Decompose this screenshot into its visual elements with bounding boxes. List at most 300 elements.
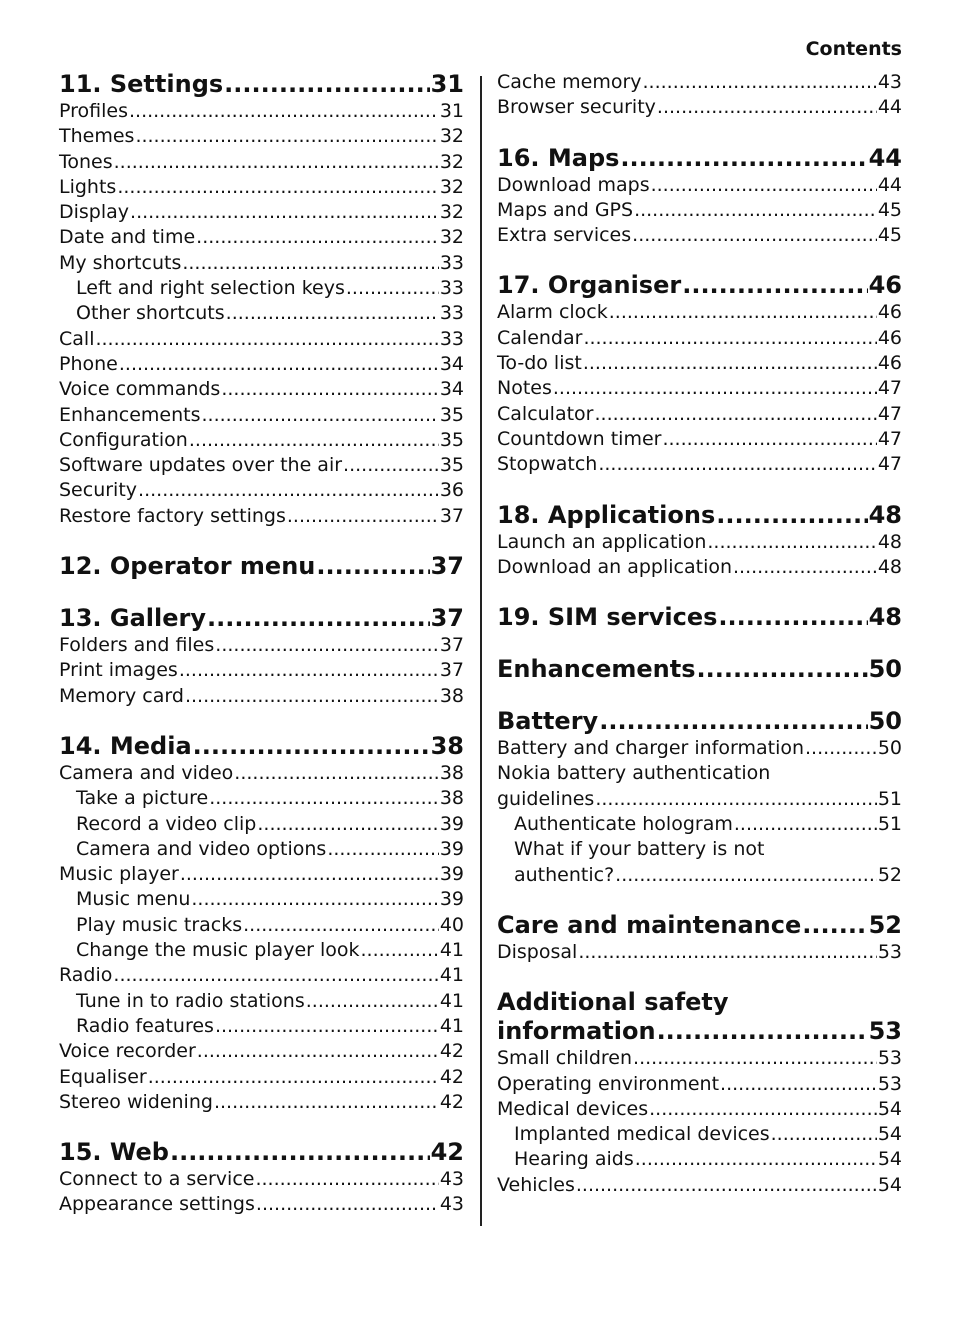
toc-entry[interactable] [59, 478, 464, 503]
column-divider [480, 76, 482, 1226]
dot-leader [224, 70, 429, 99]
dot-leader [346, 276, 439, 301]
section-heading[interactable] [497, 911, 902, 940]
toc-entry-text: Software updates over the air [59, 454, 343, 477]
toc-entry-text: Medical devices [497, 1097, 649, 1120]
toc-entry-page: 37 [439, 634, 464, 657]
toc-subentry[interactable] [497, 1147, 902, 1172]
toc-entry-page: 53 [877, 1072, 902, 1095]
dot-leader [634, 198, 877, 223]
dot-leader [651, 173, 877, 198]
section-heading-text: 13. Gallery [59, 604, 206, 633]
toc-entry[interactable] [497, 530, 902, 555]
toc-entry[interactable] [59, 124, 464, 149]
toc-entry-text: Profiles [59, 100, 128, 122]
toc-entry[interactable] [497, 555, 902, 580]
section-gap [497, 684, 902, 707]
section-heading[interactable] [497, 144, 902, 173]
dot-leader [771, 1122, 877, 1147]
dot-leader [576, 1173, 877, 1198]
toc-entry-page: 35 [439, 428, 464, 451]
toc-subentry[interactable] [59, 989, 464, 1014]
toc-entry-page: 32 [439, 201, 464, 224]
dot-leader [114, 150, 439, 175]
toc-entry-text: Countdown timer [497, 427, 662, 450]
dot-leader [609, 300, 877, 325]
dot-leader [189, 428, 439, 453]
toc-entry[interactable] [497, 1097, 902, 1122]
dot-leader [193, 732, 430, 761]
toc-entry-page: 39 [439, 837, 464, 860]
section-heading-page: 50 [868, 655, 902, 684]
section-heading[interactable] [497, 988, 902, 1046]
dot-leader [643, 70, 877, 95]
toc-entry-page: 34 [439, 352, 464, 375]
toc-entry[interactable] [59, 1039, 464, 1064]
toc-entry-page: 53 [877, 940, 902, 963]
dot-leader [682, 271, 867, 300]
toc-entry-text: Download an application [497, 555, 733, 578]
section-heading[interactable] [497, 271, 902, 300]
toc-subentry[interactable] [59, 276, 464, 301]
toc-section [59, 552, 464, 581]
toc-entry-text: Calculator [497, 402, 594, 425]
toc-entry-text: Disposal [497, 940, 578, 963]
toc-entry-page: 32 [439, 125, 464, 148]
section-heading-text: Battery [497, 707, 599, 736]
toc-entry[interactable] [59, 175, 464, 200]
toc-entry[interactable] [497, 351, 902, 376]
toc-entry-text: To-do list [497, 352, 582, 375]
dot-leader [215, 1014, 439, 1039]
toc-entry[interactable] [497, 1046, 902, 1071]
section-heading[interactable] [497, 501, 902, 530]
toc-entry-page: 41 [439, 964, 464, 987]
dot-leader [257, 812, 438, 837]
section-heading-page: 31 [430, 70, 464, 98]
toc-entry-text: Cache memory [497, 71, 642, 93]
dot-leader [287, 504, 439, 529]
toc-section [59, 70, 464, 529]
dot-leader [130, 200, 439, 225]
dot-leader [243, 913, 439, 938]
section-heading-page: 44 [868, 143, 902, 172]
toc-entry-text: Music player [59, 863, 179, 886]
dot-leader [256, 1192, 439, 1217]
toc-entry-text: Vehicles [497, 1173, 575, 1196]
dot-leader [578, 940, 876, 965]
page-header-title: Contents [805, 38, 902, 60]
toc-subentry[interactable] [59, 913, 464, 938]
dot-leader [553, 376, 877, 401]
toc-subentry[interactable] [59, 812, 464, 837]
toc-entry[interactable] [497, 70, 902, 95]
toc-entry[interactable] [59, 504, 464, 529]
section-gap [497, 580, 902, 603]
toc-entry[interactable] [59, 251, 464, 276]
dot-leader [117, 175, 438, 200]
toc-entry-text: Nokia battery authentication [497, 762, 771, 785]
toc-entry-page: 44 [877, 173, 902, 196]
toc-entry[interactable] [59, 1167, 464, 1192]
dot-leader [599, 707, 867, 736]
toc-entry-text: Print images [59, 659, 178, 682]
toc-entry[interactable] [59, 99, 464, 124]
toc-entry-text: Memory card [59, 684, 184, 707]
toc-entry-text: Extra services [497, 224, 632, 247]
dot-leader [805, 736, 877, 761]
dot-leader [234, 761, 439, 786]
toc-entry-page: 33 [439, 251, 464, 274]
toc-entry-page: 37 [439, 504, 464, 527]
section-heading-text: 14. Media [59, 731, 192, 760]
toc-entry-text: Lights [59, 175, 117, 198]
toc-entry-row [514, 863, 902, 888]
toc-entry-text: Hearing aids [514, 1148, 634, 1171]
toc-entry-text: Alarm clock [497, 301, 608, 324]
section-heading-page: 37 [430, 552, 464, 581]
toc-entry[interactable] [497, 173, 902, 198]
toc-entry-page: 33 [439, 327, 464, 350]
dot-leader [148, 1065, 439, 1090]
toc-section [497, 603, 902, 632]
toc-section [497, 707, 902, 888]
toc-entry-page: 52 [877, 863, 902, 886]
section-heading-page: 48 [868, 500, 902, 529]
toc-entry-row [497, 787, 902, 812]
dot-leader [733, 555, 877, 580]
toc-entry-text: Radio [59, 964, 113, 987]
toc-section [497, 501, 902, 581]
toc-section [497, 271, 902, 477]
dot-leader [802, 911, 867, 940]
toc-right-column [497, 70, 902, 1198]
toc-entry-text: Record a video clip [76, 812, 257, 835]
dot-leader [734, 812, 877, 837]
dot-leader [113, 963, 438, 988]
dot-leader [135, 124, 438, 149]
dot-leader [180, 862, 439, 887]
dot-leader [632, 223, 877, 248]
toc-entry-page: 33 [439, 302, 464, 325]
dot-leader [662, 427, 876, 452]
dot-leader [615, 863, 877, 888]
toc-entry[interactable] [497, 223, 902, 248]
toc-entry-text: Play music tracks [76, 913, 243, 936]
section-heading-text-cont: information [497, 1017, 656, 1046]
toc-entry-text: Camera and video [59, 761, 234, 784]
toc-entry-text: Calendar [497, 326, 583, 349]
toc-entry[interactable] [59, 327, 464, 352]
toc-entry-text: What if your battery is not [514, 838, 765, 861]
toc-entry[interactable] [59, 684, 464, 709]
toc-entry-page: 54 [877, 1123, 902, 1146]
dot-leader [716, 501, 867, 530]
dot-leader [129, 99, 439, 124]
dot-leader [209, 786, 439, 811]
toc-entry-page: 45 [877, 198, 902, 221]
toc-subentry[interactable] [59, 837, 464, 862]
toc-entry-page: 41 [439, 939, 464, 962]
section-gap [497, 888, 902, 911]
dot-leader [191, 887, 438, 912]
toc-entry-page: 35 [439, 454, 464, 477]
toc-entry-page: 48 [877, 555, 902, 578]
toc-entry-page: 46 [877, 301, 902, 324]
toc-entry[interactable] [497, 940, 902, 965]
toc-entry-text: Tune in to radio stations [76, 989, 305, 1012]
toc-entry-page: 32 [439, 226, 464, 249]
toc-entry[interactable] [497, 1072, 902, 1097]
dot-leader [327, 837, 439, 862]
toc-entry-page: 43 [877, 71, 902, 93]
toc-entry-text: Implanted medical devices [514, 1123, 770, 1146]
dot-leader [620, 144, 867, 173]
dot-leader [361, 938, 439, 963]
toc-entry[interactable] [59, 200, 464, 225]
toc-entry-text: Folders and files [59, 634, 215, 657]
section-heading-text: Enhancements [497, 655, 696, 684]
toc-entry[interactable] [59, 1065, 464, 1090]
toc-entry-page: 54 [877, 1148, 902, 1171]
toc-entry[interactable] [59, 1192, 464, 1217]
toc-entry[interactable] [59, 225, 464, 250]
dot-leader [306, 989, 439, 1014]
toc-entry-text: Battery and charger information [497, 737, 805, 760]
toc-entry[interactable] [497, 837, 902, 888]
dot-leader [316, 552, 429, 581]
toc-entry-page: 47 [877, 377, 902, 400]
section-gap [497, 965, 902, 988]
toc-entry[interactable] [59, 150, 464, 175]
section-heading[interactable] [497, 603, 902, 632]
section-heading[interactable] [59, 552, 464, 581]
toc-subentry[interactable] [59, 1014, 464, 1039]
toc-entry-text: My shortcuts [59, 251, 182, 274]
section-gap [59, 1115, 464, 1138]
toc-entry[interactable] [59, 403, 464, 428]
toc-section [497, 144, 902, 249]
section-heading-text: 19. SIM services [497, 603, 718, 632]
toc-entry-page: 39 [439, 888, 464, 911]
toc-entry[interactable] [59, 428, 464, 453]
toc-entry-page: 51 [877, 813, 902, 836]
toc-section [497, 911, 902, 965]
section-heading-text: 15. Web [59, 1138, 169, 1167]
toc-entry-text: Download maps [497, 173, 650, 196]
dot-leader [119, 352, 439, 377]
toc-entry[interactable] [59, 633, 464, 658]
toc-entry[interactable] [497, 326, 902, 351]
toc-entry-page: 37 [439, 659, 464, 682]
toc-subentry[interactable] [59, 301, 464, 326]
dot-leader [197, 1039, 439, 1064]
dot-leader [595, 787, 876, 812]
toc-entry[interactable] [59, 963, 464, 988]
section-heading-text: 12. Operator menu [59, 552, 316, 581]
section-gap [59, 581, 464, 604]
toc-entry[interactable] [497, 402, 902, 427]
dot-leader [182, 251, 438, 276]
toc-entry[interactable] [59, 352, 464, 377]
toc-entry[interactable] [59, 862, 464, 887]
toc-entry-text: Left and right selection keys [76, 277, 345, 300]
section-gap [497, 632, 902, 655]
toc-subentry[interactable] [59, 786, 464, 811]
toc-entry-text: Enhancements [59, 403, 201, 426]
section-heading-page: 53 [868, 1017, 902, 1046]
dot-leader [707, 530, 876, 555]
toc-entry-text: Voice commands [59, 378, 221, 401]
dot-leader [696, 655, 867, 684]
toc-subentry[interactable] [59, 887, 464, 912]
section-heading[interactable] [497, 707, 902, 736]
dot-leader [179, 658, 439, 683]
toc-entry[interactable] [59, 761, 464, 786]
section-heading[interactable] [59, 1138, 464, 1167]
toc-entry-text: Authenticate hologram [514, 813, 733, 836]
toc-entry-page: 34 [439, 378, 464, 401]
dot-leader [583, 326, 876, 351]
toc-entry-page: 43 [439, 1193, 464, 1216]
toc-entry-page: 42 [439, 1090, 464, 1113]
toc-entry-text: Restore factory settings [59, 504, 286, 527]
toc-section [59, 732, 464, 1115]
toc-entry[interactable] [497, 1173, 902, 1198]
toc-entry-page: 33 [439, 277, 464, 300]
toc-entry-text: Radio features [76, 1014, 214, 1037]
toc-entry[interactable] [497, 95, 902, 120]
toc-entry-page: 32 [439, 150, 464, 173]
toc-entry[interactable] [59, 658, 464, 683]
toc-entry-page: 51 [877, 787, 902, 810]
dot-leader [202, 403, 439, 428]
toc-section [59, 604, 464, 709]
toc-entry-page: 50 [877, 737, 902, 760]
toc-entry-text: Small children [497, 1047, 633, 1070]
dot-leader [221, 377, 438, 402]
section-heading-page: 38 [430, 731, 464, 760]
section-gap [497, 478, 902, 501]
section-heading[interactable] [59, 604, 464, 633]
toc-entry-text: Browser security [497, 96, 656, 119]
section-gap [497, 121, 902, 144]
toc-entry-page: 53 [877, 1047, 902, 1070]
toc-entry-text: Other shortcuts [76, 302, 225, 325]
dot-leader [170, 1138, 430, 1167]
toc-entry-page: 38 [439, 761, 464, 784]
toc-entry[interactable] [497, 198, 902, 223]
toc-entry-page: 42 [439, 1040, 464, 1063]
toc-entry-text: Camera and video options [76, 837, 327, 860]
dot-leader [657, 1017, 868, 1046]
dot-leader [207, 604, 430, 633]
toc-entry[interactable] [59, 1090, 464, 1115]
dot-leader [215, 633, 439, 658]
toc-entry-page: 47 [877, 402, 902, 425]
toc-left-column [59, 70, 464, 1218]
toc-entry-text: Appearance settings [59, 1193, 255, 1216]
toc-entry-page: 41 [439, 989, 464, 1012]
toc-entry-page: 45 [877, 224, 902, 247]
toc-entry-page: 31 [439, 100, 464, 122]
toc-entry-page: 43 [439, 1168, 464, 1191]
toc-entry[interactable] [497, 761, 902, 812]
toc-entry-page: 46 [877, 326, 902, 349]
dot-leader [138, 478, 439, 503]
section-heading[interactable] [59, 732, 464, 761]
toc-entry-text: Launch an application [497, 530, 707, 553]
toc-entry-text: Change the music player look [76, 939, 360, 962]
dot-leader [583, 351, 877, 376]
dot-leader [598, 452, 876, 477]
toc-entry-text: Take a picture [76, 787, 209, 810]
dot-leader [185, 684, 439, 709]
toc-subentry[interactable] [497, 812, 902, 837]
toc-entry-text: Connect to a service [59, 1168, 255, 1191]
toc-entry-page: 40 [439, 913, 464, 936]
toc-entry-text: Tones [59, 150, 113, 173]
section-heading-page: 37 [430, 604, 464, 633]
dot-leader [343, 453, 439, 478]
toc-entry-page: 39 [439, 812, 464, 835]
section-heading-text: Additional safety [497, 988, 729, 1017]
toc-entry-page: 48 [877, 530, 902, 553]
toc-entry-text: Stopwatch [497, 453, 598, 476]
toc-entry-page: 32 [439, 175, 464, 198]
toc-entry-text: Voice recorder [59, 1040, 196, 1063]
toc-entry-text-cont: guidelines [497, 787, 595, 810]
dot-leader [255, 1167, 438, 1192]
toc-section [59, 1138, 464, 1218]
section-heading-page: 52 [868, 910, 902, 939]
section-heading-text: 18. Applications [497, 500, 716, 529]
toc-entry[interactable] [497, 300, 902, 325]
toc-entry-text: Configuration [59, 428, 188, 451]
toc-entry[interactable] [59, 453, 464, 478]
section-heading[interactable] [59, 70, 464, 99]
toc-entry-page: 54 [877, 1173, 902, 1196]
toc-entry[interactable] [497, 736, 902, 761]
dot-leader [649, 1097, 877, 1122]
toc-entry-text: Date and time [59, 226, 196, 249]
toc-entry-text-cont: authentic? [514, 863, 615, 886]
toc-entry-text: Maps and GPS [497, 198, 634, 221]
section-gap [497, 248, 902, 271]
toc-subentry[interactable] [497, 1122, 902, 1147]
toc-section [497, 655, 902, 684]
toc-entry-page: 54 [877, 1097, 902, 1120]
dot-leader [633, 1046, 877, 1071]
toc-entry[interactable] [497, 427, 902, 452]
dot-leader [718, 603, 867, 632]
toc-entry-text: Notes [497, 377, 552, 400]
toc-entry-text: Equaliser [59, 1065, 147, 1088]
toc-entry[interactable] [497, 452, 902, 477]
toc-entry-page: 41 [439, 1014, 464, 1037]
toc-entry[interactable] [497, 376, 902, 401]
toc-section [497, 70, 902, 121]
section-heading-page: 48 [868, 603, 902, 632]
section-heading-text: 17. Organiser [497, 271, 682, 300]
section-heading[interactable] [497, 655, 902, 684]
dot-leader [720, 1072, 877, 1097]
section-heading-page: 46 [868, 271, 902, 300]
toc-entry[interactable] [59, 377, 464, 402]
toc-subentry[interactable] [59, 938, 464, 963]
section-gap [59, 709, 464, 732]
dot-leader [635, 1147, 877, 1172]
